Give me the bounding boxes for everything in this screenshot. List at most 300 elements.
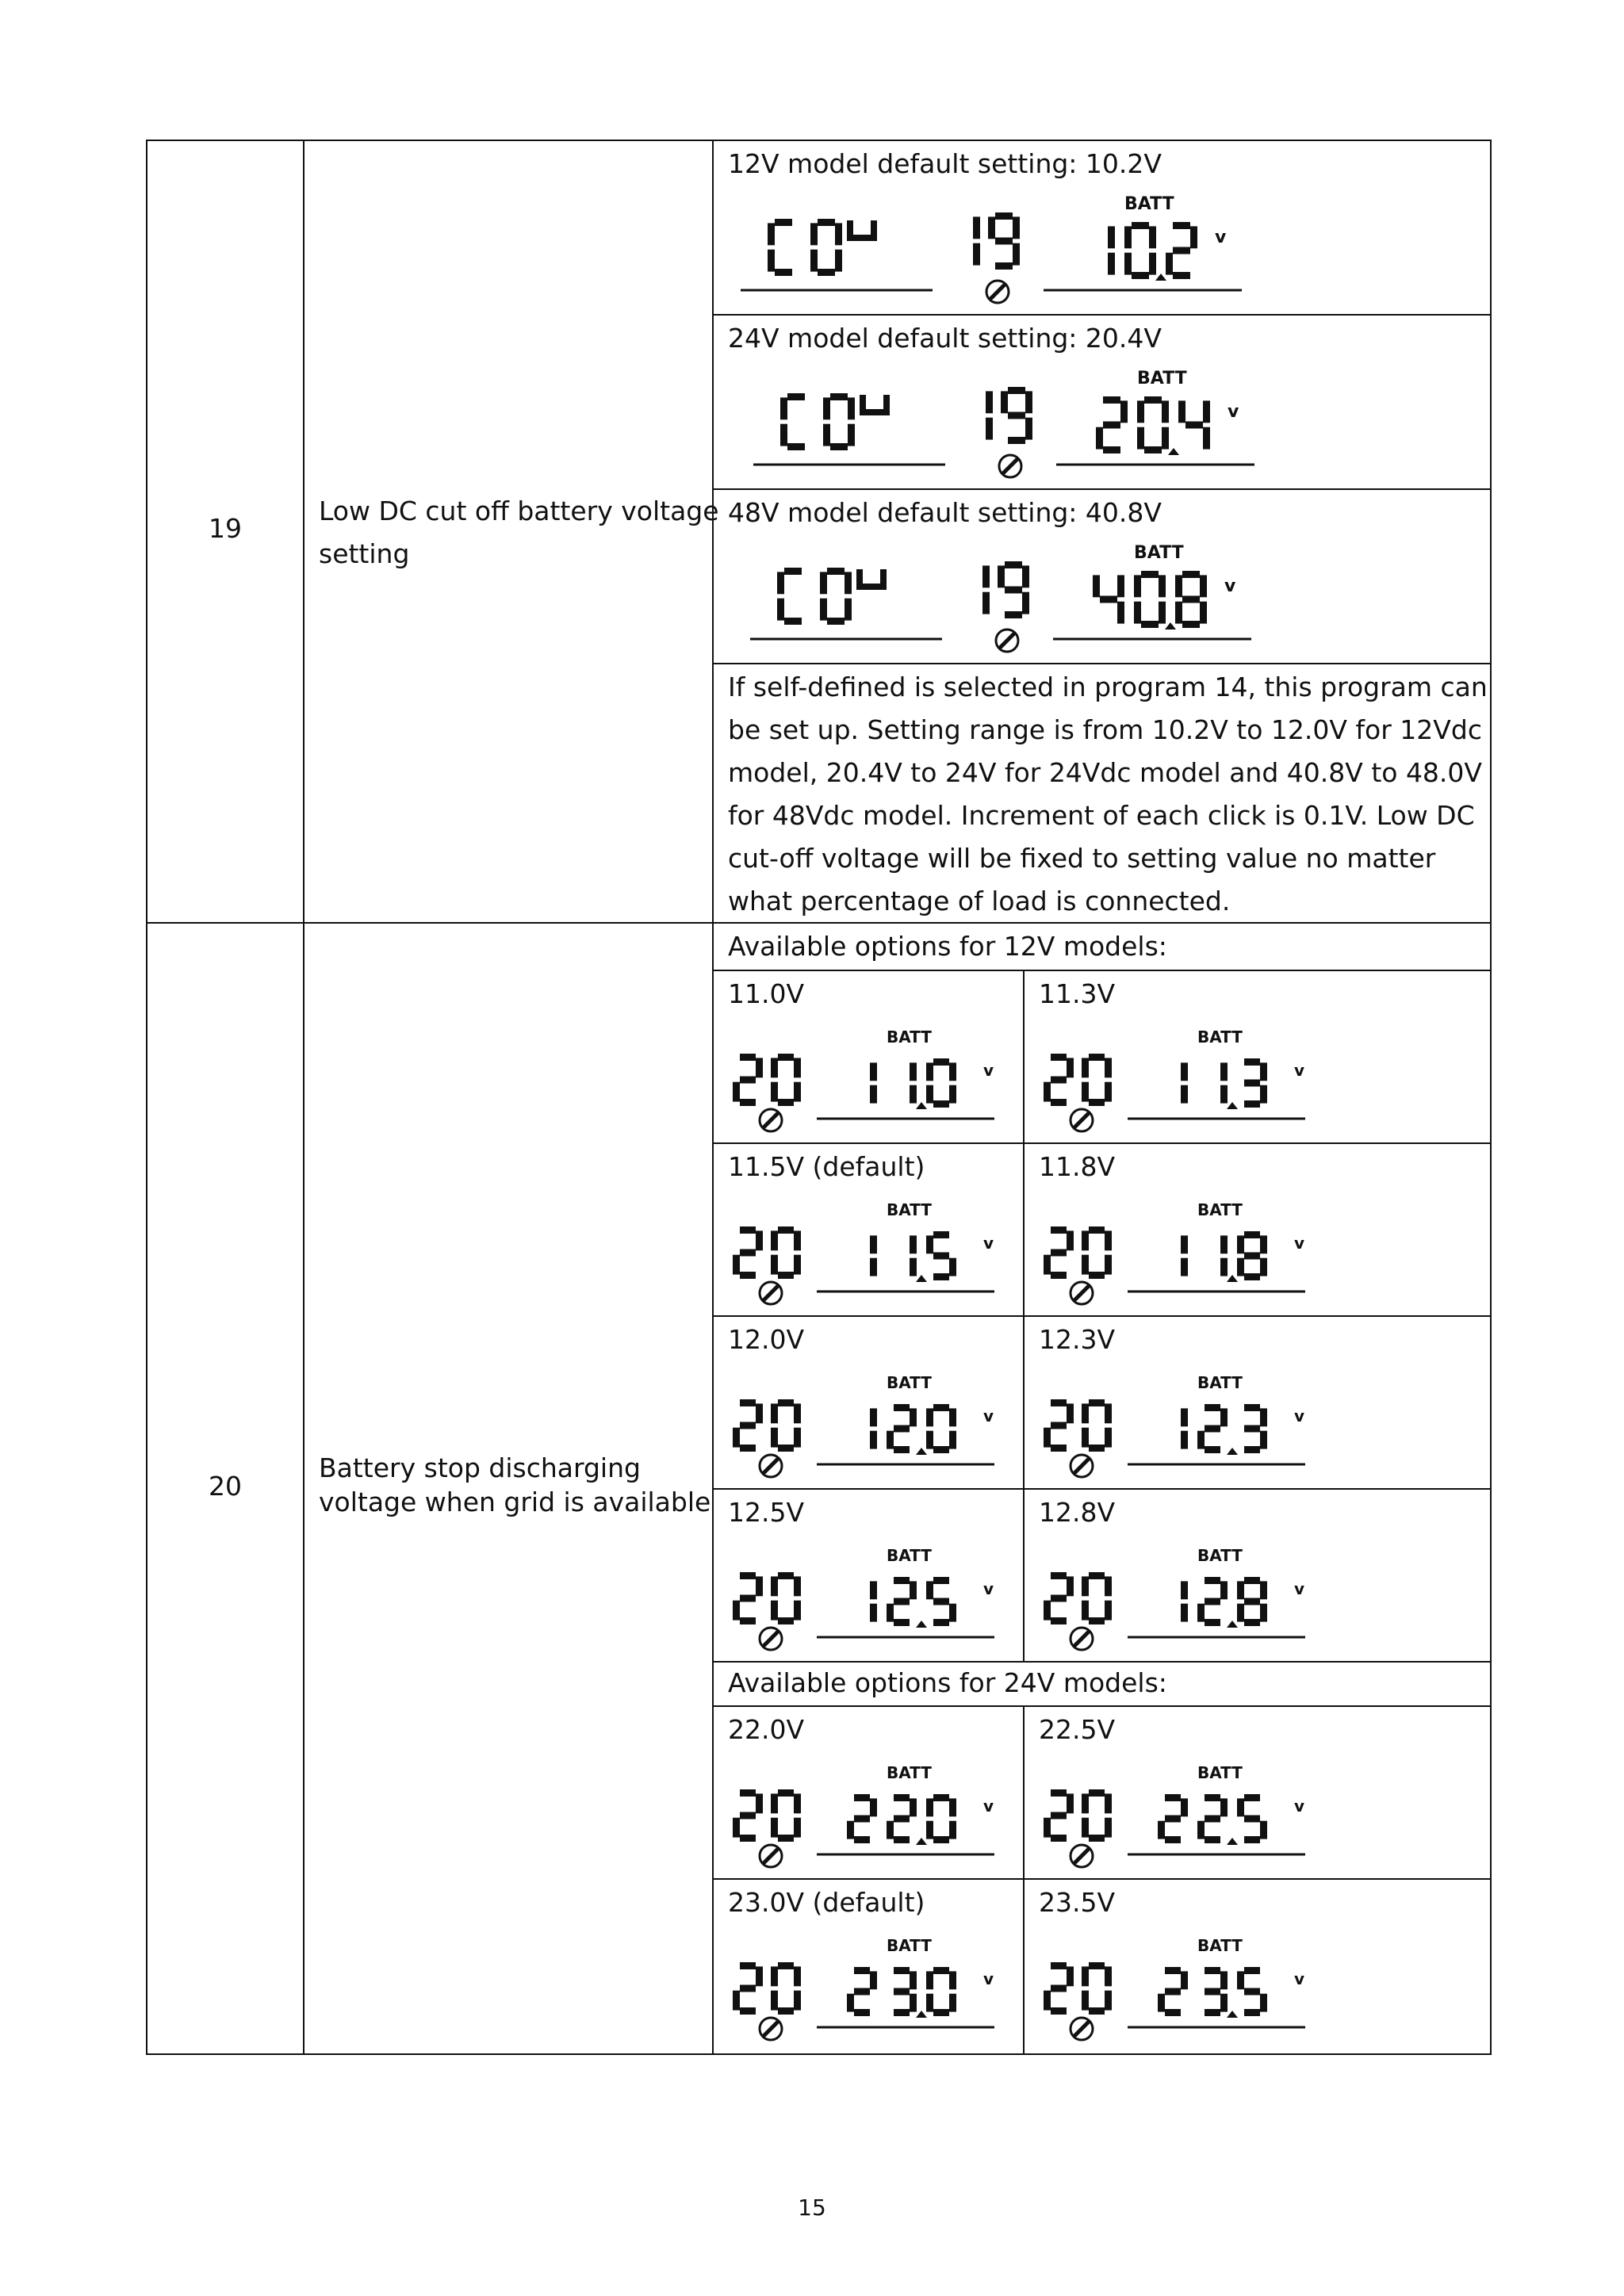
lcd-segment [771,1601,778,1621]
lcd-segment [733,1428,740,1448]
lcd-segment [933,1577,949,1584]
option-caption: 22.0V [728,1714,805,1745]
lcd-segment [1181,1581,1188,1599]
lcd-segment [1105,1966,1112,1986]
lcd-segment [1051,1399,1067,1406]
lcd-display-option-22-0v [728,1755,1021,1873]
lcd-segment [740,1249,756,1257]
lcd-segment [778,1962,794,1969]
lcd-segment [1165,1836,1181,1843]
wrench-icon [760,1845,782,1867]
lcd-segment [1067,1576,1074,1596]
lcd-segment [733,1818,740,1838]
lcd-segment [926,1431,933,1449]
lcd-segment [1181,1235,1188,1253]
lcd-segment [854,1988,870,1996]
lcd-segment [1220,1085,1228,1104]
lcd-segment [794,1818,801,1838]
lcd-segment [1044,1082,1051,1102]
lcd-segment [1260,1062,1267,1081]
lcd-segment [949,1994,956,2012]
lcd-segment [1244,1446,1260,1453]
lcd-segment [910,1062,917,1081]
lcd-segment [1181,1971,1188,1989]
lcd-segment [1103,446,1120,453]
batt-label: BATT [1197,1027,1243,1047]
lcd-digit [1197,1794,1228,1843]
lcd-segment [768,250,775,272]
lcd-segment [1244,1058,1260,1066]
decimal-point-mark [1165,622,1176,629]
lcd-segment [1089,1272,1105,1279]
lcd-segment [1149,226,1156,248]
decimal-point-mark [1168,448,1179,455]
lcd-segment [1132,222,1149,229]
batt-label: BATT [1134,543,1184,563]
lcd-segment [1008,387,1025,394]
lcd-segment [1082,1428,1089,1448]
lcd-segment [1082,1255,1089,1275]
lcd-segment [949,1258,956,1276]
lcd-segment [933,2009,949,2016]
lcd-digit [1082,1962,1112,2015]
lcd-digit [768,219,792,276]
lcd-display-cov-24v [742,365,1266,484]
lcd-segment [820,599,827,621]
lcd-segment [1237,1258,1244,1276]
lcd-segment [1260,1085,1267,1104]
lcd-segment [1220,1798,1228,1816]
lcd-segment [854,2009,870,2016]
lcd-segment [794,1403,801,1423]
decimal-point-mark [1227,1621,1238,1628]
lcd-segment [1108,253,1115,275]
lcd-segment [1203,427,1210,450]
lcd-segment [1244,1231,1260,1238]
lcd-digit [1096,396,1128,453]
lcd-segment [784,618,802,625]
lcd-segment [1182,596,1200,603]
table-outer-top [146,140,1492,141]
lcd-segment [1108,226,1115,248]
lcd-segment [848,424,855,446]
lcd-segment [1244,1816,1260,1823]
lcd-segment [1044,1428,1051,1448]
lcd-segment [771,1428,778,1448]
lcd-digit [926,1404,956,1453]
lcd-segment [756,1230,763,1250]
lcd-segment [1117,575,1124,597]
lcd-segment [1205,2009,1220,2016]
lcd-segment [926,1821,933,1839]
lcd-segment [1185,422,1203,429]
subrow-divider [712,1488,1492,1490]
lcd-segment [1260,1408,1267,1426]
lcd-segment [1158,1994,1165,2012]
option-column-divider [1023,1705,1025,2055]
lcd-segment [1124,226,1132,248]
lcd-segment [1244,1967,1260,1974]
lcd-display-cov-48v [739,539,1262,658]
lcd-segment [1237,1971,1244,1989]
lcd-segment [949,1604,956,1622]
lcd-segment [933,1446,949,1453]
lcd-segment [1244,1100,1260,1108]
batt-label: BATT [1197,1936,1243,1955]
lcd-digit [926,1967,956,2016]
option-caption: 11.0V [728,978,805,1009]
lcd-segment [1144,396,1162,404]
lcd-segment [820,572,827,594]
lcd-digit [1237,1231,1267,1280]
lcd-segment [1205,1988,1220,1996]
lcd-segment [1190,226,1197,248]
lcd-segment [778,1617,794,1624]
lcd-segment [1082,1576,1089,1596]
lcd-segment [1165,2009,1181,2016]
lcd-digit [1082,1226,1112,1279]
table-outer-bottom [146,2053,1492,2055]
options-24v-title: Available options for 24V models: [728,1667,1167,1698]
option-caption: 12.0V [728,1324,805,1355]
lcd-segment [1237,1581,1244,1599]
lcd-segment [870,1062,877,1081]
lcd-segment [870,1971,877,1989]
lcd-segment [1181,1258,1188,1276]
lcd-segment [926,1085,933,1104]
lcd-digit [1237,1577,1267,1626]
lcd-segment [1120,400,1128,423]
lcd-segment [887,1821,894,1839]
lcd-segment [887,1431,894,1449]
decimal-point-mark [1227,1838,1238,1845]
lcd-segment [1260,1604,1267,1622]
volt-unit-label: v [983,1579,994,1598]
lcd-segment [778,1272,794,1279]
decimal-point-mark [1227,1102,1238,1109]
lcd-segment [854,1816,870,1823]
lcd-display-option-23-0v [728,1927,1021,2046]
lcd-segment [845,599,852,621]
lcd-segment [1134,575,1141,597]
lcd-digit [1237,1794,1267,1843]
lcd-segment [756,1966,763,1986]
lcd-segment [1137,400,1144,423]
lcd-segment [1105,1793,1112,1813]
wrench-icon [1071,1455,1093,1477]
lcd-segment [771,1966,778,1986]
lcd-segment [733,1082,740,1102]
volt-unit-label: v [983,1969,994,1988]
lcd-segment [1220,1235,1228,1253]
lcd-segment [1082,1991,1089,2011]
lcd-segment [1205,1836,1220,1843]
lcd-segment [1051,1812,1067,1820]
lcd-digit [887,1577,917,1626]
lcd-segment [995,238,1013,245]
lcd-display-option-11-0v [728,1019,1021,1138]
lcd-segment [926,1062,933,1081]
lcd-digit [1175,571,1207,628]
lcd-segment [771,1058,778,1077]
lcd-segment [740,1572,756,1579]
lcd-segment [1103,396,1120,404]
lcd-segment [910,1235,917,1253]
lcd-segment [1182,571,1200,578]
lcd-segment [1089,1226,1105,1234]
batt-label: BATT [887,1763,932,1782]
lcd-segment [1105,1255,1112,1275]
lcd-segment [778,1054,794,1061]
wrench-icon [1071,1628,1093,1650]
lcd-segment [1175,602,1182,624]
lcd-segment [1005,611,1022,618]
lcd-segment [768,223,775,245]
lcd-segment [1244,1598,1260,1605]
lcd-segment [794,1230,801,1250]
lcd-segment [1082,1230,1089,1250]
default-caption-12v: 12V model default setting: 10.2V [728,148,1162,179]
lcd-segment [910,1994,917,2012]
lcd-segment [777,599,784,621]
lcd-segment [818,269,835,276]
lcd-segment [1260,1431,1267,1449]
lcd-segment [1165,1816,1181,1823]
lcd-segment [870,1085,877,1104]
lcd-segment [1244,1273,1260,1280]
lcd-segment [740,1617,756,1624]
lcd-segment [775,219,792,226]
lcd-segment [1175,575,1182,597]
lcd-segment [1197,1604,1205,1622]
lcd-segment [973,243,980,266]
lcd-segment [933,1231,949,1238]
subrow-divider [712,488,1492,490]
lcd-segment [1008,412,1025,419]
lcd-segment [1089,1054,1105,1061]
lcd-segment [1220,1581,1228,1599]
subrow-divider [712,1315,1492,1317]
lcd-segment [910,1798,917,1816]
lcd-segment [1001,391,1008,413]
lcd-segment [1137,427,1144,450]
wrench-icon [760,2018,782,2040]
lcd-segment [949,1062,956,1081]
subrow-divider [712,663,1492,664]
row-19-note: If self-defined is selected in program 14, this program can be set up. Setting range is from 10.2V to 12.0V for 12Vdc model, 20.4V to 24V for 24Vdc model and 40.8V to 48.0V for 48Vdc model. Increment of each click is 0.1V. Low DC cut-off voltage will be fixed to setting value no matter what percentage of load is connected. [728,672,1488,916]
lcd-segment [1200,602,1207,624]
lcd-segment [870,1258,877,1276]
lcd-digit [1044,1399,1074,1452]
lcd-segment [1105,1576,1112,1596]
lcd-segment [1181,1798,1188,1816]
lcd-segment [894,1598,910,1605]
lcd-segment [986,418,993,440]
subrow-divider [712,1142,1492,1144]
lcd-segment [1105,1230,1112,1250]
lcd-segment [794,1082,801,1102]
lcd-segment [740,1985,756,1992]
default-caption-24v: 24V model default setting: 20.4V [728,323,1162,354]
lcd-segment [780,397,787,419]
volt-unit-label: v [1224,576,1236,596]
lcd-segment [1082,1403,1089,1423]
lcd-digit [733,1399,763,1452]
lcd-digit [1197,1404,1228,1453]
option-caption: 12.5V [728,1497,805,1528]
lcd-segment [848,397,855,419]
table-outer-left [146,140,147,2055]
lcd-digit [1044,1962,1074,2015]
lcd-segment [1181,1431,1188,1449]
lcd-segment [933,1967,949,1974]
lcd-segment [1105,1991,1112,2011]
volt-unit-label: v [1294,1234,1305,1253]
lcd-segment [1205,1404,1220,1411]
lcd-digit [926,1577,956,1626]
lcd-segment [933,1619,949,1626]
lcd-segment [1197,1431,1205,1449]
lcd-segment [778,1099,794,1106]
page-number: 15 [798,2195,826,2221]
lcd-segment [1025,391,1032,413]
lcd-segment [794,1576,801,1596]
lcd-segment [740,1445,756,1452]
lcd-segment [778,1445,794,1452]
lcd-segment [910,1085,917,1104]
lcd-segment [1051,1099,1067,1106]
lcd-segment [794,1601,801,1621]
lcd-segment [771,1793,778,1813]
lcd-digit [1205,1967,1228,2016]
lcd-segment [1051,1789,1067,1797]
batt-label: BATT [887,1373,932,1392]
lcd-segment [1051,1595,1067,1602]
lcd-segment [771,1403,778,1423]
decimal-point-mark [916,1838,927,1845]
lcd-segment [1159,575,1166,597]
lcd-digit [733,1572,763,1624]
wrench-icon [999,455,1021,477]
lcd-segment [860,569,883,587]
lcd-segment [1244,1425,1260,1433]
lcd-segment [1205,1816,1220,1823]
lcd-segment [740,1962,756,1969]
lcd-digit [777,568,802,625]
lcd-digit [988,212,1020,270]
lcd-segment [910,1971,917,1989]
lcd-segment [1200,575,1207,597]
default-caption-48v: 48V model default setting: 40.8V [728,497,1162,528]
subrow-divider [712,314,1492,316]
lcd-segment [818,219,835,226]
lcd-segment [740,1789,756,1797]
lcd-segment [1141,571,1159,578]
row-19-description-line-2: setting [319,538,410,569]
decimal-point-mark [916,2011,927,2018]
lcd-digit [926,1231,956,1280]
lcd-segment [949,1408,956,1426]
lcd-segment [733,1991,740,2011]
lcd-segment [771,1082,778,1102]
volt-unit-label: v [983,1797,994,1816]
lcd-segment [1205,1425,1220,1433]
lcd-digit [1158,1794,1188,1843]
lcd-digit [1044,1572,1074,1624]
lcd-segment [1260,1235,1267,1253]
row-20-description-line-1: Battery stop discharging [319,1452,641,1483]
lcd-segment [933,1836,949,1843]
lcd-segment [894,1446,910,1453]
lcd-segment [1051,1835,1067,1842]
lcd-segment [1051,1572,1067,1579]
lcd-segment [1132,272,1149,279]
lcd-segment [870,1604,877,1622]
lcd-segment [926,1971,933,1989]
decimal-point-mark [1227,1275,1238,1282]
lcd-display-option-12-0v [728,1364,1021,1483]
lcd-segment [933,1100,949,1108]
lcd-segment [887,1604,894,1622]
lcd-segment [740,1054,756,1061]
lcd-segment [756,1576,763,1596]
lcd-segment [1067,1793,1074,1813]
lcd-segment [823,424,830,446]
batt-label: BATT [1124,194,1174,214]
lcd-segment [910,1408,917,1426]
lcd-segment [756,1403,763,1423]
lcd-segment [771,1818,778,1838]
wrench-icon [986,281,1009,303]
lcd-segment [1181,1604,1188,1622]
lcd-segment [1244,2009,1260,2016]
decimal-point-mark [916,1275,927,1282]
lcd-segment [1162,427,1169,450]
lcd-segment [1181,1408,1188,1426]
lcd-segment [894,1404,910,1411]
lcd-segment [1124,253,1132,275]
lcd-segment [794,1991,801,2011]
volt-unit-label: v [983,1061,994,1080]
lcd-segment [1089,1789,1105,1797]
lcd-digit [926,1794,956,1843]
wrench-icon [760,1455,782,1477]
lcd-segment [1205,1794,1220,1801]
lcd-segment [1134,602,1141,624]
lcd-segment [894,1794,910,1801]
batt-label: BATT [1197,1546,1243,1565]
batt-label: BATT [887,1027,932,1047]
lcd-segment [794,1058,801,1077]
lcd-segment [771,1230,778,1250]
volt-unit-label: v [983,1406,994,1425]
option-caption: 23.5V [1039,1887,1116,1918]
lcd-segment [1105,1601,1112,1621]
column-divider-2 [712,140,714,2055]
lcd-segment [1165,1967,1181,1974]
lcd-segment [740,2007,756,2015]
lcd-segment [1244,1577,1260,1584]
batt-label: BATT [887,1546,932,1565]
wrench-icon [1071,1282,1093,1304]
lcd-segment [1105,1818,1112,1838]
batt-label: BATT [1197,1763,1243,1782]
lcd-segment [949,1085,956,1104]
lcd-segment [740,1835,756,1842]
lcd-digit [847,1967,877,2016]
lcd-segment [1051,1249,1067,1257]
lcd-segment [775,269,792,276]
